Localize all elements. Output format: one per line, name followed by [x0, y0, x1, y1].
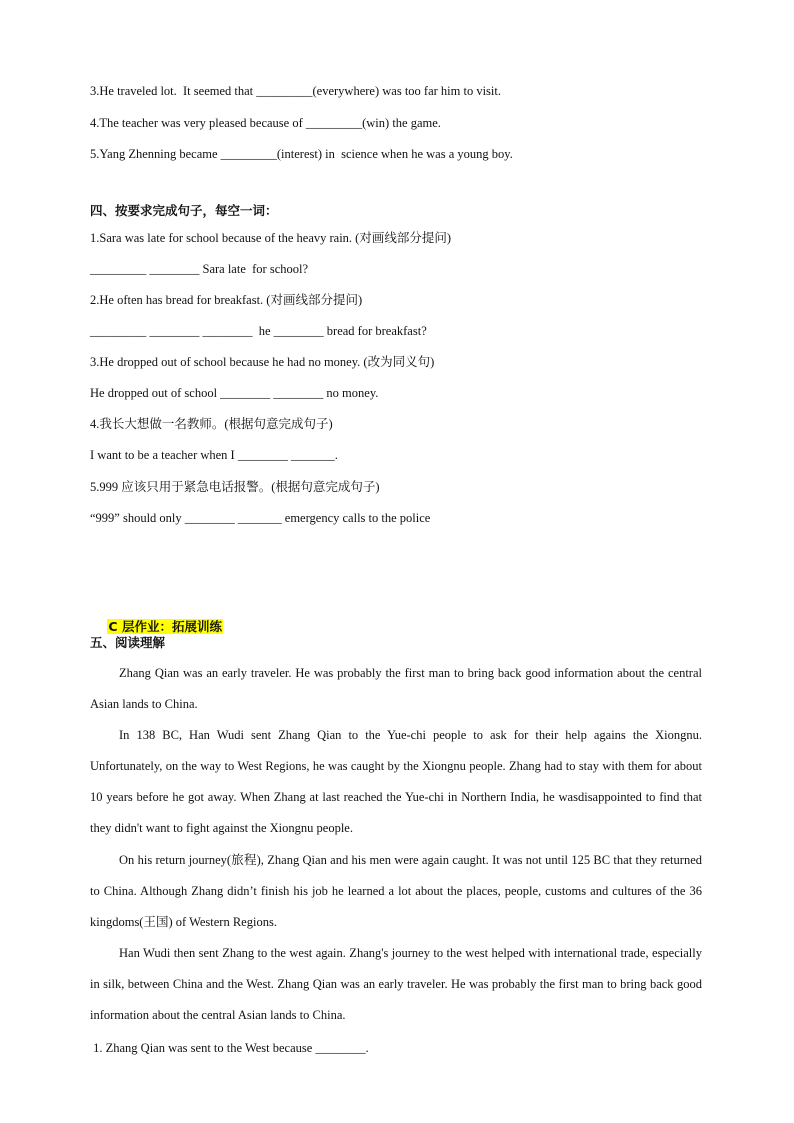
section-4-heading: 四、按要求完成句子，每空一词：	[90, 203, 278, 218]
section-4-line-1: 1.Sara was late for school because of the heavy rain. (对画线部分提问)	[90, 231, 451, 245]
section-5-heading: 五、阅读理解	[90, 635, 166, 650]
reading-paragraph-3: On his return journey(旅程), Zhang Qian and his men were again caught. It was not until 125 BC that they returned to China. Although Zhang didn’t finish his job he learned a lot about the places, people, customs and cultures of the 36 kingdoms(王国) of Western Regions.	[90, 853, 702, 929]
section-4-line-2: _________ ________ Sara late for school?	[90, 262, 309, 276]
exercise-3-item-5: 5.Yang Zhenning became _________(interest) in science when he was a young boy.	[90, 147, 513, 161]
reading-paragraph-4: Han Wudi then sent Zhang to the west again. Zhang's journey to the west helped with international trade, especially in silk, between China and the West. Zhang Qian was an early traveler. He was probably the first man to bring back good information about the central Asian lands to China.	[90, 946, 702, 1022]
section-4-line-6: He dropped out of school ________ ________ no money.	[90, 386, 379, 400]
layer-c-heading-text: C 层作业：拓展训练	[108, 619, 222, 634]
reading-paragraph-1: Zhang Qian was an early traveler. He was probably the first man to bring back good information about the central Asian lands to China.	[90, 666, 702, 711]
exercise-3-item-4: 4.The teacher was very pleased because of _________(win) the game.	[90, 116, 441, 130]
reading-paragraph-2: In 138 BC, Han Wudi sent Zhang Qian to the Yue-chi people to ask for their help agains the Xiongnu. Unfortunately, on the way to West Regions, he was caught by the Xiongnu people. Zhang had to stay with them for about 10 years before he got away. When Zhang at last reached the Yue-chi in Northern India, he wasdisappointed to find that they didn't want to fight against the Xiongnu people.	[90, 728, 702, 835]
reading-question-1: 1. Zhang Qian was sent to the West because ________.	[90, 1041, 369, 1055]
section-4-line-7: 4.我长大想做一名教师。(根据句意完成句子)	[90, 417, 333, 431]
section-4-line-5: 3.He dropped out of school because he had no money. (改为同义句)	[90, 355, 435, 369]
section-4-line-10: “999” should only ________ _______ emergency calls to the police	[90, 511, 431, 525]
section-4-line-4: _________ ________ ________ he ________ bread for breakfast?	[90, 324, 427, 338]
exercise-3-item-3: 3.He traveled lot. It seemed that _________(everywhere) was too far him to visit.	[90, 84, 501, 98]
section-4-line-9: 5.999 应该只用于紧急电话报警。(根据句意完成句子)	[90, 480, 380, 494]
section-4-line-8: I want to be a teacher when I ________ _______.	[90, 448, 338, 462]
section-4-line-3: 2.He often has bread for breakfast. (对画线部分提问)	[90, 293, 363, 307]
